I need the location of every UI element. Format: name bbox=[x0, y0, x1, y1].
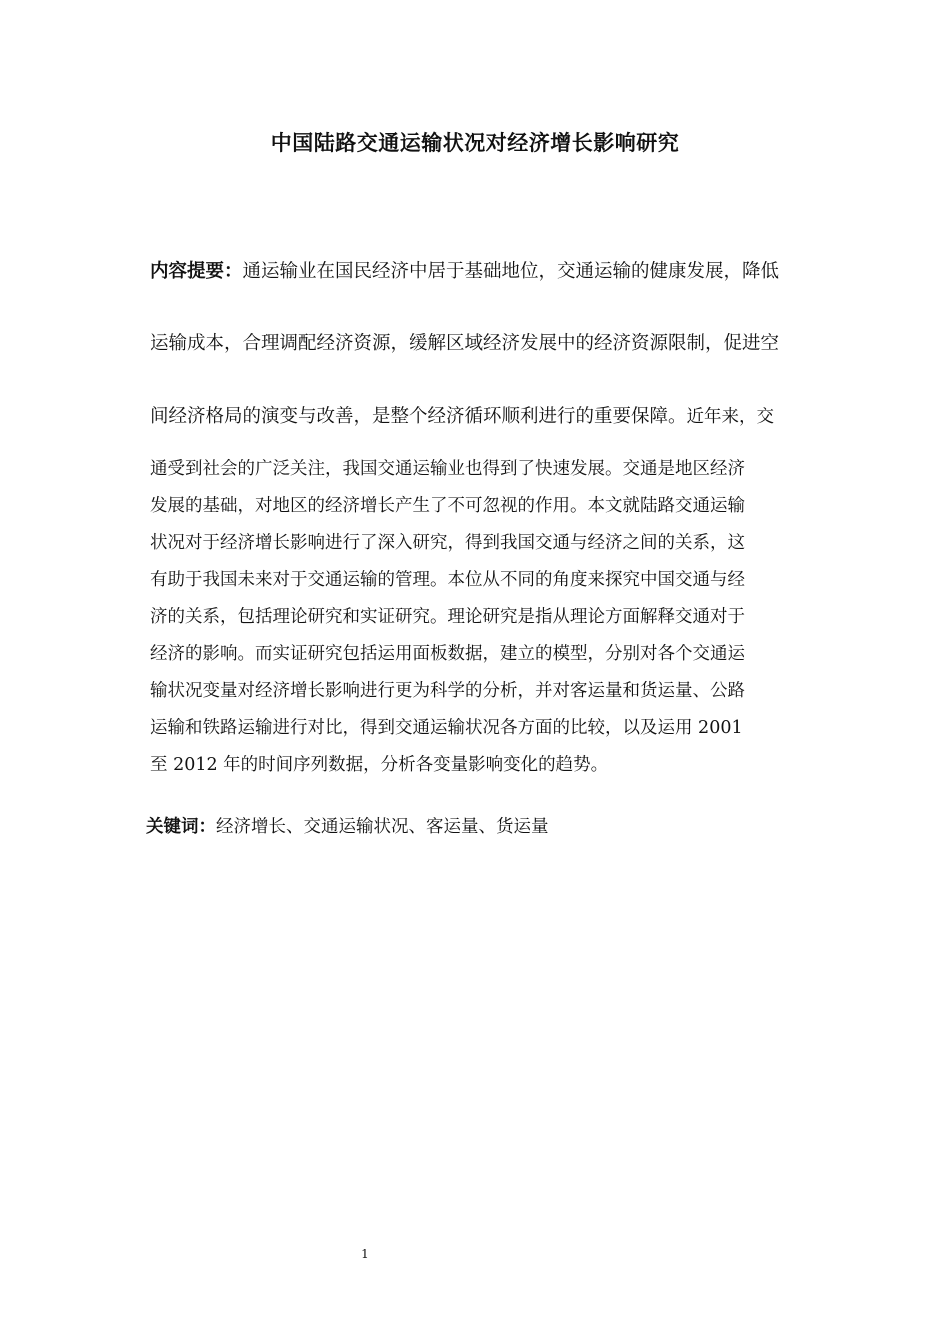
abstract-line-4: 通受到社会的广泛关注，我国交通运输业也得到了快速发展。交通是地区经济 bbox=[150, 459, 745, 479]
abstract-line-6: 状况对于经济增长影响进行了深入研究，得到我国交通与经济之间的关系，这 bbox=[150, 533, 745, 553]
abstract-line-9: 经济的影响。而实证研究包括运用面板数据，建立的模型，分别对各个交通运 bbox=[150, 644, 745, 664]
abstract-text: 通运输业在国民经济中居于基础地位，交通运输的健康发展，降低 bbox=[242, 261, 780, 282]
keywords-text: 经济增长、交通运输状况、客运量、货运量 bbox=[216, 817, 549, 837]
abstract-line-5: 发展的基础，对地区的经济增长产生了不可忽视的作用。本文就陆路交通运输 bbox=[150, 496, 745, 516]
abstract-line-8: 济的关系，包括理论研究和实证研究。理论研究是指从理论方面解释交通对于 bbox=[150, 607, 745, 627]
abstract-line-12: 至 2012 年的时间序列数据，分析各变量影响变化的趋势。 bbox=[150, 755, 609, 775]
abstract-line-3 bbox=[150, 402, 774, 428]
abstract-text: 近年来，交 bbox=[686, 407, 775, 427]
abstract-line-11: 运输和铁路运输进行对比，得到交通运输状况各方面的比较，以及运用 2001 bbox=[150, 718, 743, 738]
document-title: 中国陆路交通运输状况对经济增长影响研究 bbox=[270, 131, 680, 155]
abstract-line-2: 运输成本，合理调配经济资源，缓解区域经济发展中的经济资源限制，促进空 bbox=[150, 333, 780, 354]
abstract-line-10: 输状况变量对经济增长影响进行更为科学的分析，并对客运量和货运量、公路 bbox=[150, 681, 745, 701]
abstract-label: 内容提要： bbox=[150, 261, 243, 282]
abstract-line-7: 有助于我国未来对于交通运输的管理。本位从不同的角度来探究中国交通与经 bbox=[150, 570, 745, 590]
abstract-text: 间经济格局的演变与改善，是整个经济循环顺利进行的重要保障。 bbox=[150, 406, 687, 427]
abstract-line-1 bbox=[150, 257, 779, 283]
page-number: 1 bbox=[361, 1247, 369, 1261]
keywords-line bbox=[146, 813, 549, 838]
keywords-label: 关键词： bbox=[146, 817, 216, 837]
